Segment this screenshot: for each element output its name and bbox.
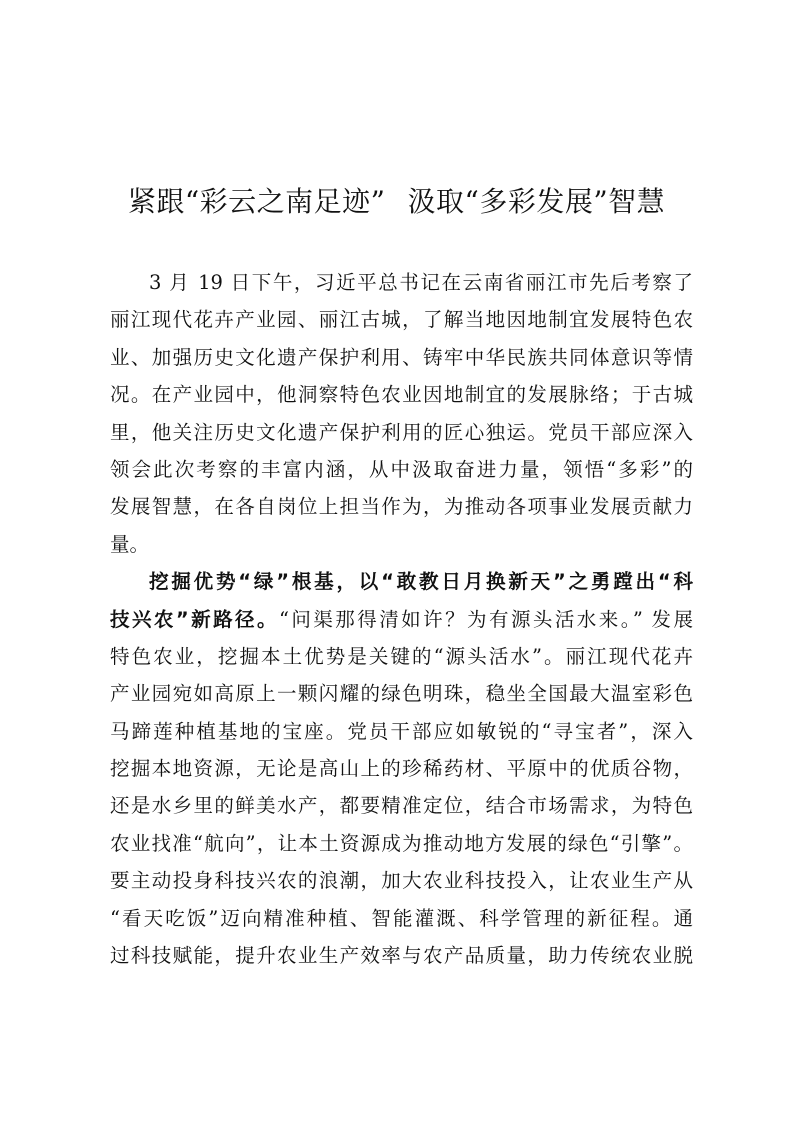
paragraph-line: 量。 [110, 532, 150, 556]
paragraph-line: 农业找准“航向”，让本土资源成为推动地方发展的绿色“引擎”。 [110, 831, 693, 855]
paragraph-line: 发展智慧，在各自岗位上担当作为，为推动各项事业发展贡献力 [110, 495, 693, 519]
paragraph-line: 还是水乡里的鲜美水产，都要精准定位，结合市场需求，为特色 [110, 794, 693, 818]
paragraph-line: 过科技赋能，提升农业生产效率与农产品质量，助力传统农业脱 [110, 944, 693, 968]
paragraph-line: 特色农业，挖掘本土优势是关键的“源头活水”。丽江现代花卉 [110, 644, 693, 668]
paragraph-1 [110, 264, 693, 563]
paragraph-quote: “问渠那得清如许？为有源头活水来。” 发展 [278, 607, 693, 631]
title-part-1: 紧跟“彩云之南足迹” [127, 185, 386, 218]
paragraph-line: 马蹄莲种植基地的宝座。党员干部应如敏锐的“寻宝者”，深入 [110, 719, 693, 743]
paragraph-line: “看天吃饭”迈向精准种植、智能灌溉、科学管理的新征程。通 [110, 906, 693, 930]
paragraph-line: 要主动投身科技兴农的浪潮，加大农业科技投入，让农业生产从 [110, 869, 693, 893]
paragraph-line: 丽江现代花卉产业园、丽江古城，了解当地因地制宜发展特色农 [110, 308, 693, 332]
paragraph-2 [110, 563, 693, 974]
paragraph-line: 领会此次考察的丰富内涵，从中汲取奋进力量，领悟“多彩”的 [110, 457, 693, 481]
paragraph-line: 3 月 19 日下午，习近平总书记在云南省丽江市先后考察了 [149, 271, 693, 294]
paragraph-line: 挖掘本地资源，无论是高山上的珍稀药材、平原中的优质谷物， [110, 757, 693, 781]
document-title [0, 182, 793, 222]
paragraph-line: 业、加强历史文化遗产保护利用、铸牢中华民族共同体意识等情 [110, 345, 693, 369]
paragraph-heading-line: 挖掘优势“绿”根基，以“敢教日月换新天”之勇蹚出“科 [149, 570, 693, 594]
paragraph-line: 况。在产业园中，他洞察特色农业因地制宜的发展脉络；于古城 [110, 383, 693, 407]
paragraph-heading-end: 技兴农”新路径。 [110, 607, 279, 631]
paragraph-line: 里，他关注历史文化遗产保护利用的匠心独运。党员干部应深入 [110, 420, 693, 444]
paragraph-line: 产业园宛如高原上一颗闪耀的绿色明珠，稳坐全国最大温室彩色 [110, 682, 693, 706]
title-part-2: 汲取“多彩发展”智慧 [407, 185, 666, 218]
paragraph-line [110, 601, 693, 638]
document-body [110, 264, 693, 974]
